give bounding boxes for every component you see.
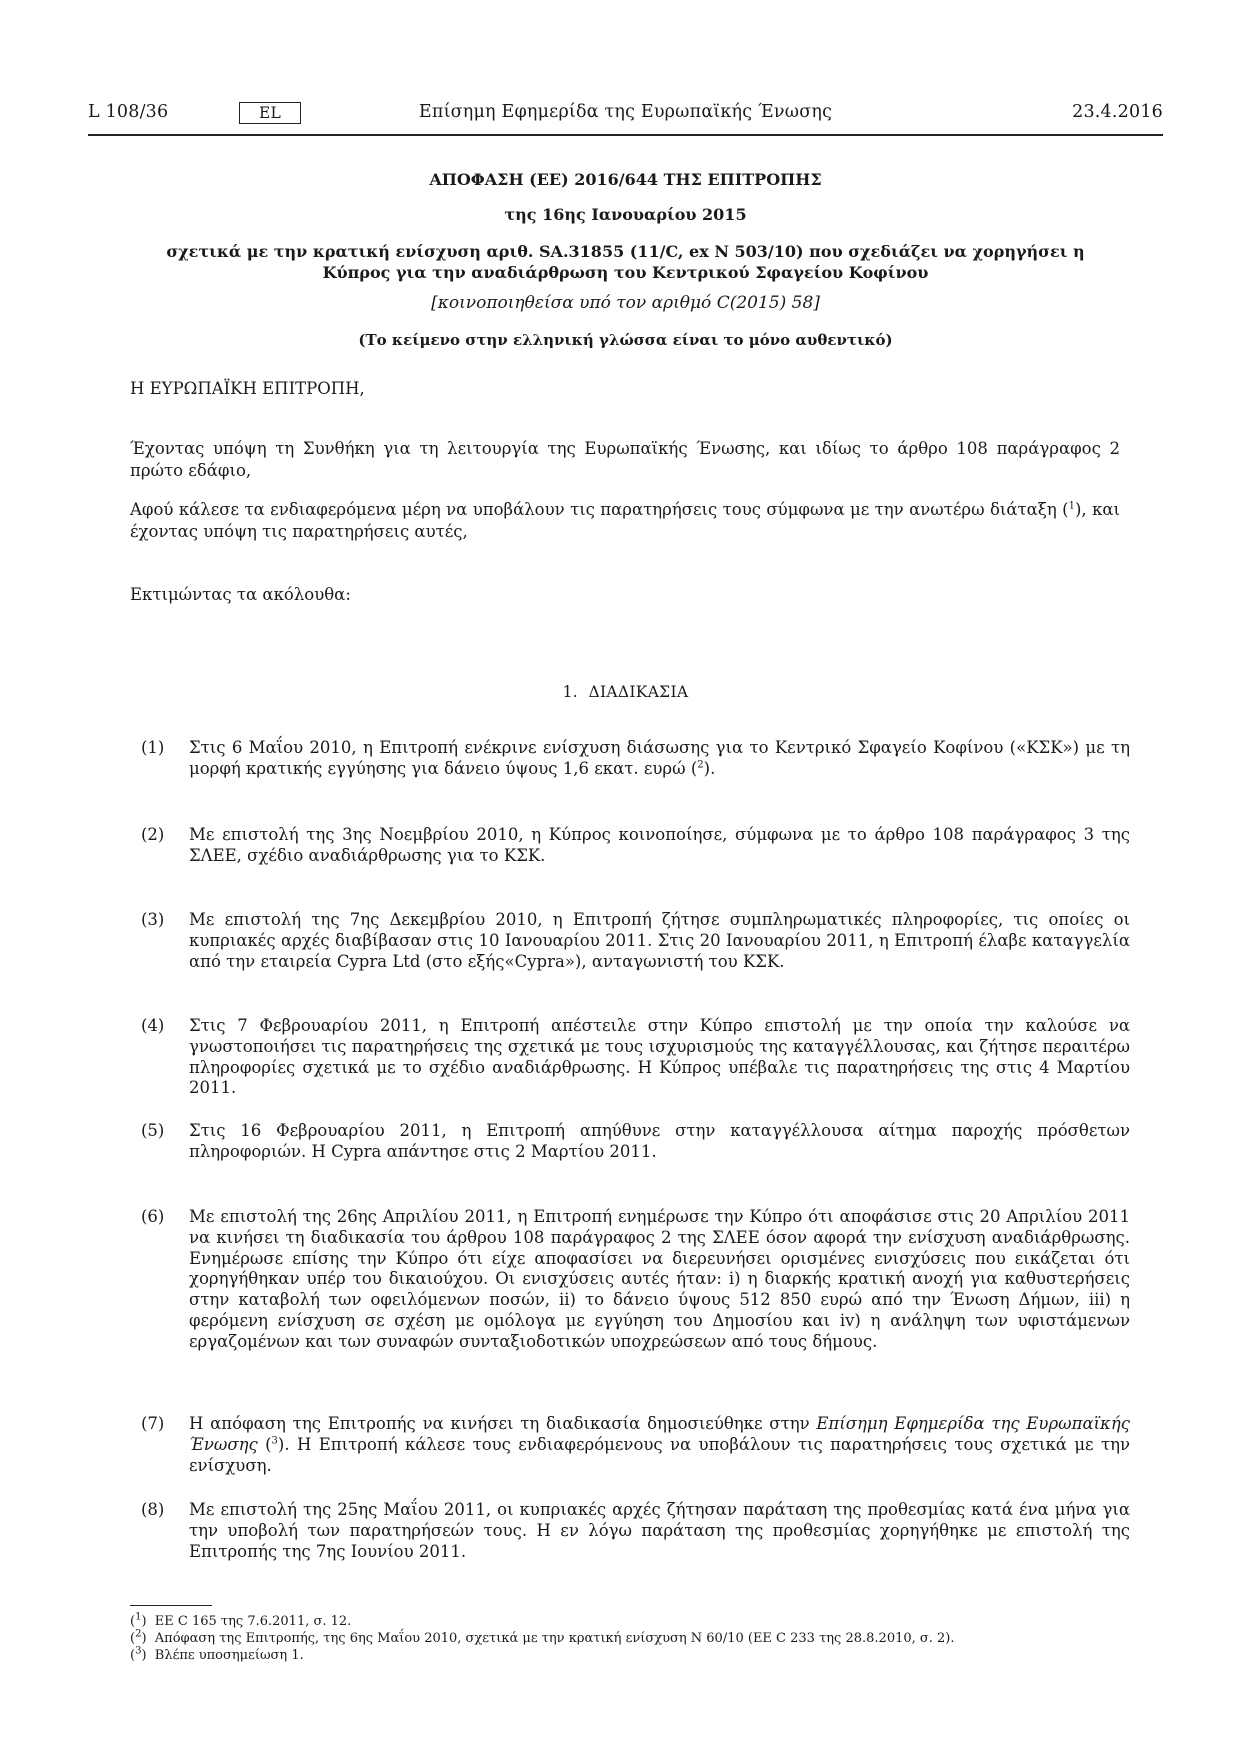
recital-text: Με επιστολή της 3ης Νοεμβρίου 2010, η Κύπρος κοινοποίησε, σύμφωνα με το άρθρο 108 παράγραφος 3 της ΣΛΕΕ, σχέδιο αναδιάρθρωσης για το ΚΣΚ. bbox=[189, 825, 1130, 865]
recital-number: (1) bbox=[141, 738, 165, 757]
recital-text: Με επιστολή της 25ης Μαΐου 2011, οι κυπριακές αρχές ζήτησαν παράταση της προθεσμίας κατά ένα μήνα για την υποβολή των παρατηρήσεών τους. Η εν λόγω παράταση της προθεσμίας χορηγήθηκε με επιστολή της Επιτροπής της 7ης Ιουνίου 2011. bbox=[189, 1500, 1130, 1561]
journal-title: Επίσημη Εφημερίδα της Ευρωπαϊκής Ένωσης bbox=[418, 102, 833, 122]
recital-text: Με επιστολή της 26ης Απριλίου 2011, η Επιτροπή ενημέρωσε την Κύπρο ότι αποφάσισε στις 20 Απριλίου 2011 να κινήσει τη διαδικασία του άρθρου 108 παράγραφος 2 της ΣΛΕΕ όσον αφορά την ενίσχυση αναδιάρθρωσης. Ενημέρωσε επίσης την Κύπρο ότι είχε αποφασίσει να διερευνήσει ορισμένες ενισχύσεις που εικάζεται ότι χορηγήθηκαν υπέρ του δικαιούχου. Οι ενισχύσεις αυτές ήταν: i) η διαρκής κρατική ανοχή για καθυστερήσεις στην καταβολή των οφειλόμενων ποσών, ii) το δάνειο ύψους 512 850 ευρώ από την Ένωση Δήμων, iii) η φερόμενη ενίσχυση σε σχέση με ομόλογα με εγγύηση του Δημοσίου και iv) η ανάληψη των υφιστάμενων εργαζομένων και των συναφών συνταξιοδοτικών υποχρεώσεων από τους δήμους. bbox=[189, 1207, 1130, 1351]
recital-5 bbox=[130, 1121, 1130, 1163]
recital-number: (6) bbox=[141, 1207, 165, 1226]
section-heading bbox=[88, 683, 1163, 701]
footnote-3: ($^3$) Βλέπε υποσημείωση 1. bbox=[130, 1645, 304, 1663]
footnote-2: ($^2$) Απόφαση της Επιτροπής, της 6ης Μαΐου 2010, σχετικά με την κρατική ενίσχυση N 60/10 (ΕΕ C 233 της 28.8.2010, σ. 2). bbox=[130, 1628, 955, 1646]
recital-7 bbox=[130, 1414, 1130, 1476]
recital-1 bbox=[130, 738, 1130, 780]
having-regard-citation: Έχοντας υπόψη τη Συνθήκη για τη λειτουργία της Ευρωπαϊκής Ένωσης, και ιδίως το άρθρο 108 παράγραφος 2 πρώτο εδάφιο, bbox=[130, 439, 1120, 480]
footnote-ref: 2 bbox=[697, 759, 704, 771]
recital-4 bbox=[130, 1016, 1130, 1099]
recital-text: Η απόφαση της Επιτροπής να κινήσει τη διαδικασία δημοσιεύθηκε στην Επίσημη Εφημερίδα της Ευρωπαϊκής Ένωσης ($^3$). Η Επιτροπή κάλεσε τους ενδιαφερόμενους να υποβάλουν τις παρατηρήσεις τους σχετικά με την ενίσχυση. bbox=[189, 1414, 1131, 1475]
recital-number: (5) bbox=[141, 1121, 165, 1140]
decision-subject bbox=[88, 241, 1163, 283]
footnote-ref: 1 bbox=[1068, 500, 1075, 512]
institution-line: Η ΕΥΡΩΠΑΪΚΗ ΕΠΙΤΡΟΠΗ, bbox=[130, 379, 365, 398]
recital-number: (3) bbox=[141, 910, 165, 929]
section-title: ΔΙΑΔΙΚΑΣΙΑ bbox=[588, 683, 689, 701]
recital-number: (8) bbox=[141, 1500, 165, 1519]
publication-date: 23.4.2016 bbox=[1072, 102, 1163, 122]
whereas-line: Εκτιμώντας τα ακόλουθα: bbox=[130, 585, 351, 604]
recital-3 bbox=[130, 910, 1130, 972]
recital-2 bbox=[130, 825, 1130, 867]
language-badge: EL bbox=[239, 102, 301, 124]
decision-subject-line-2: Κύπρος για την αναδιάρθρωση του Κεντρικού Σφαγείου Κοφίνου bbox=[322, 263, 929, 282]
footnote-1: ($^1$) ΕΕ C 165 της 7.6.2011, σ. 12. bbox=[130, 1611, 352, 1629]
footnote-divider bbox=[130, 1605, 212, 1606]
recital-number: (4) bbox=[141, 1016, 165, 1035]
decision-date: της 16ης Ιανουαρίου 2015 bbox=[504, 205, 747, 224]
section-number: 1. bbox=[562, 683, 579, 701]
decision-subject-line-1: σχετικά με την κρατική ενίσχυση αριθ. SA.31855 (11/C, ex N 503/10) που σχεδιάζει να χορηγήσει η bbox=[166, 242, 1085, 261]
notification-number: [κοινοποιηθείσα υπό τον αριθμό C(2015) 58] bbox=[431, 293, 820, 313]
footnote-ref: 3 bbox=[271, 1435, 278, 1447]
recital-text: Με επιστολή της 7ης Δεκεμβρίου 2010, η Επιτροπή ζήτησε συμπληρωματικές πληροφορίες, τις οποίες οι κυπριακές αρχές διαβίβασαν στις 10 Ιανουαρίου 2011. Στις 20 Ιανουαρίου 2011, η Επιτροπή έλαβε καταγγελία από την εταιρεία Cypra Ltd (στο εξής«Cypra»), ανταγωνιστή του ΚΣΚ. bbox=[189, 910, 1130, 971]
recital-text: Στις 6 Μαΐου 2010, η Επιτροπή ενέκρινε ενίσχυση διάσωσης για το Κεντρικό Σφαγείο Κοφίνου («ΚΣΚ») με τη μορφή κρατικής εγγύησης για δάνειο ύψους 1,6 εκατ. ευρώ ($^2$). bbox=[189, 738, 1130, 778]
recital-text: Στις 7 Φεβρουαρίου 2011, η Επιτροπή απέστειλε στην Κύπρο επιστολή με την οποία την καλούσε να γνωστοποιήσει τις παρατηρήσεις της σχετικά με τους ισχυρισμούς της καταγγέλλουσας, και ζήτησε περαιτέρω πληροφορίες σχετικά με το σχέδιο αναδιάρθρωσης. Η Κύπρος υπέβαλε τις παρατηρήσεις της στις 4 Μαρτίου 2011. bbox=[189, 1016, 1130, 1098]
recital-6 bbox=[130, 1207, 1130, 1353]
having-called-citation: Αφού κάλεσε τα ενδιαφερόμενα μέρη να υποβάλουν τις παρατηρήσεις τους σύμφωνα με την ανωτέρω διάταξη ($^1$), και έχοντας υπόψη τις παρατηρήσεις αυτές, bbox=[130, 500, 1120, 541]
journal-reference: L 108/36 bbox=[88, 102, 169, 122]
authentic-language-note: (Το κείμενο στην ελληνική γλώσσα είναι το μόνο αυθεντικό) bbox=[358, 331, 893, 349]
decision-title: ΑΠΟΦΑΣΗ (ΕΕ) 2016/644 ΤΗΣ ΕΠΙΤΡΟΠΗΣ bbox=[429, 170, 822, 189]
running-header bbox=[88, 100, 1163, 136]
recital-text: Στις 16 Φεβρουαρίου 2011, η Επιτροπή απηύθυνε στην καταγγέλλουσα αίτημα παροχής πρόσθετων πληροφοριών. Η Cypra απάντησε στις 2 Μαρτίου 2011. bbox=[189, 1121, 1130, 1161]
recital-number: (7) bbox=[141, 1414, 165, 1433]
recital-number: (2) bbox=[141, 825, 165, 844]
recital-8 bbox=[130, 1500, 1130, 1562]
